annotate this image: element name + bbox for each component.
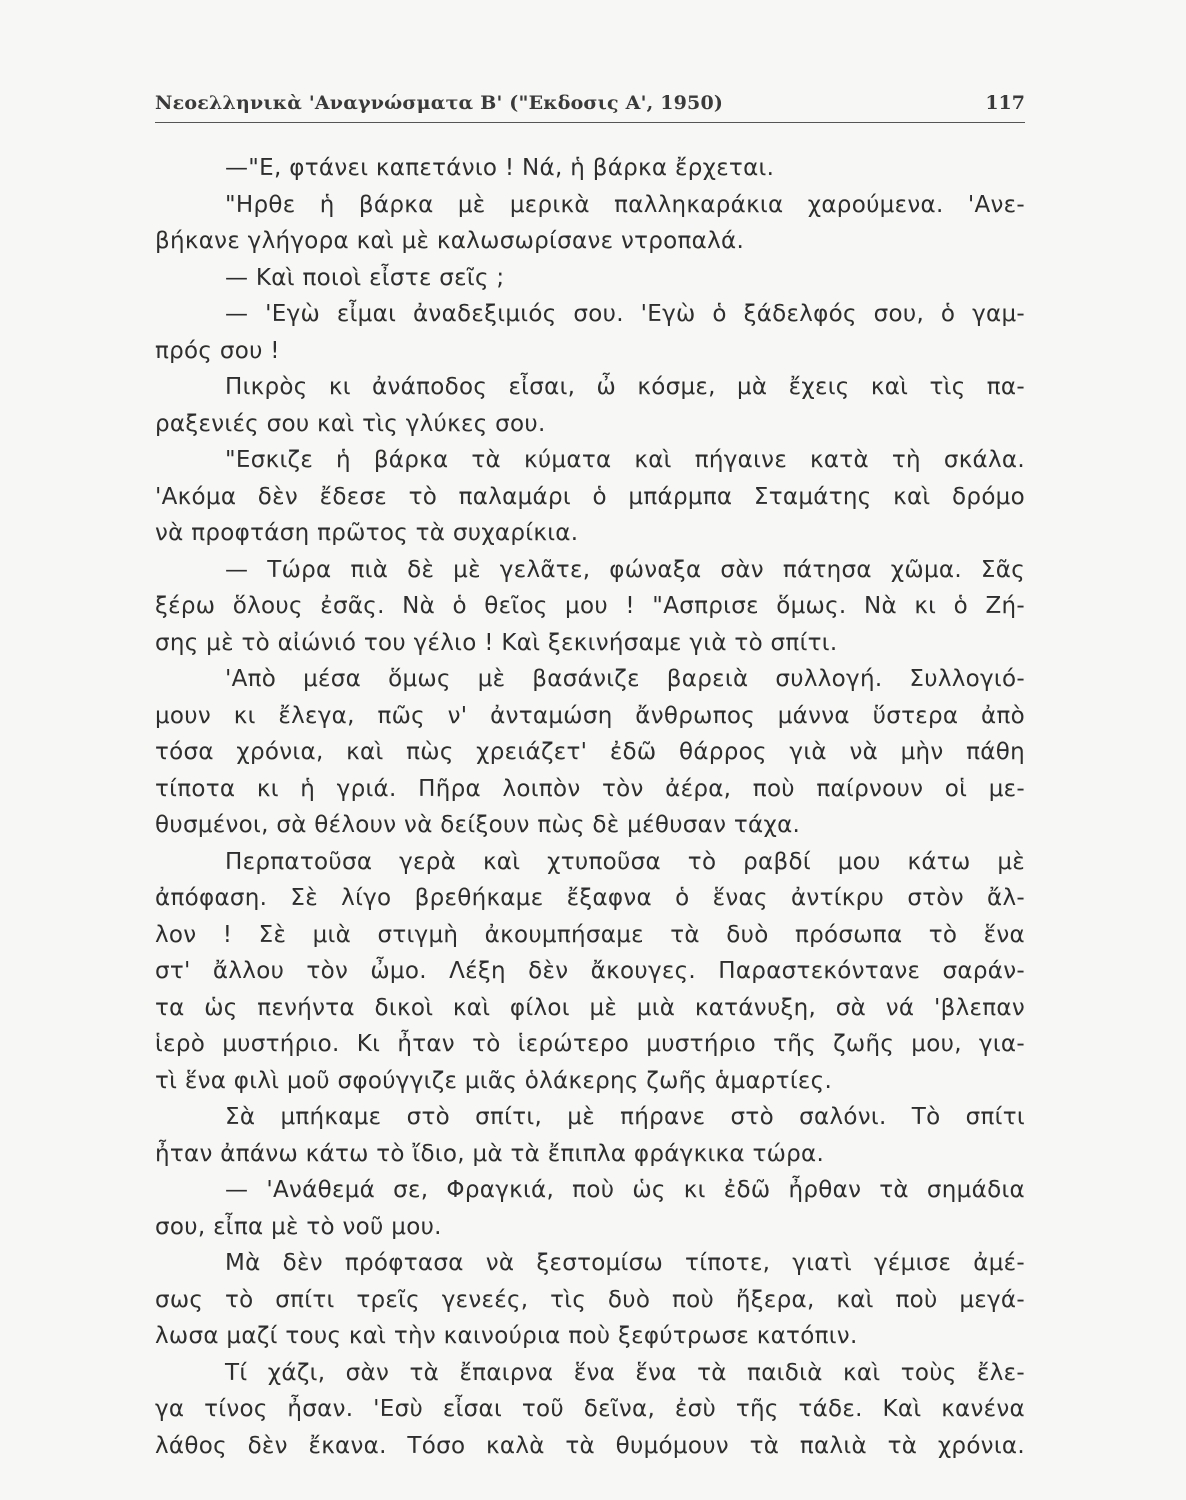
text-line: Περπατοῦσα γερὰ καὶ χτυποῦσα τὸ ραβδί μου κάτω μὲ (225, 848, 1025, 875)
text-line: ραξενιές σου καὶ τὶς γλύκες σου. (155, 410, 546, 437)
text-line: τα ὡς πενήντα δικοὶ καὶ φίλοι μὲ μιὰ κατάνυξη, σὰ νά 'βλεπαν (155, 994, 1025, 1021)
text-line: — Τώρα πιὰ δὲ μὲ γελᾶτε, φώναξα σὰν πάτησα χῶμα. Σᾶς (225, 556, 1025, 583)
text-line: Σὰ μπήκαμε στὸ σπίτι, μὲ πήρανε στὸ σαλόνι. Τὸ σπίτι (225, 1104, 1025, 1130)
text-line: θυσμένοι, σὰ θέλουν νὰ δείξουν πὼς δὲ μέθυσαν τάχα. (155, 812, 801, 838)
text-line: ἦταν ἀπάνω κάτω τὸ ἴδιο, μὰ τὰ ἔπιπλα φράγκικα τώρα. (155, 1140, 825, 1167)
running-header (155, 84, 1025, 123)
text-line: — Καὶ ποιοὶ εἶστε σεῖς ; (225, 264, 505, 291)
text-line: γα τίνος ἦσαν. 'Εσὺ εἶσαι τοῦ δεῖνα, ἐσὺ τῆς τάδε. Καὶ κανένα (155, 1396, 1025, 1422)
page-number: 117 (985, 92, 1025, 114)
text-line: Τί χάζι, σὰν τὰ ἔπαιρνα ἕνα ἕνα τὰ παιδιὰ καὶ τοὺς ἔλε- (225, 1359, 1025, 1386)
text-line: λον ! Σὲ μιὰ στιγμὴ ἀκουμπήσαμε τὰ δυὸ πρόσωπα τὸ ἕνα (155, 921, 1025, 948)
text-line: τίποτα κι ἡ γριά. Πῆρα λοιπὸν τὸν ἀέρα, ποὺ παίρνουν οἱ με- (155, 775, 1025, 802)
text-line: στ' ἄλλου τὸν ὦμο. Λέξη δὲν ἄκουγες. Παραστεκόντανε σαράν- (155, 958, 1025, 984)
text-line: 'Απὸ μέσα ὅμως μὲ βασάνιζε βαρειὰ συλλογή. Συλλογιό- (225, 666, 1025, 692)
text-line: ἱερὸ μυστήριο. Κι ἦταν τὸ ἱερώτερο μυστήριο τῆς ζωῆς μου, για- (155, 1031, 1025, 1057)
text-line: "Εσκιζε ἡ βάρκα τὰ κύματα καὶ πήγαινε κατὰ τὴ σκάλα. (225, 447, 1025, 473)
text-line: μουν κι ἔλεγα, πῶς ν' ἀνταμώση ἄνθρωπος μάννα ὕστερα ἀπὸ (155, 702, 1025, 729)
text-line: Μὰ δὲν πρόφτασα νὰ ξεστομίσω τίποτε, γιατὶ γέμισε ἀμέ- (225, 1250, 1025, 1276)
text-line: βήκανε γλήγορα καὶ μὲ καλωσωρίσανε ντροπαλά. (155, 228, 745, 254)
text-line: — 'Εγὼ εἶμαι ἀναδεξιμιός σου. 'Εγὼ ὁ ξάδελφός σου, ὁ γαμ- (225, 301, 1025, 327)
text-line: τόσα χρόνια, καὶ πὼς χρειάζετ' ἐδῶ θάρρος γιὰ νὰ μὴν πάθη (155, 739, 1025, 765)
text-line: ξέρω ὅλους ἐσᾶς. Νὰ ὁ θεῖος μου ! "Ασπρισε ὅμως. Νὰ κι ὁ Ζή- (155, 593, 1025, 619)
text-line: σου, εἶπα μὲ τὸ νοῦ μου. (155, 1213, 442, 1240)
text-line: — 'Ανάθεμά σε, Φραγκιά, ποὺ ὡς κι ἐδῶ ἦρθαν τὰ σημάδια (225, 1177, 1025, 1203)
text-line: σως τὸ σπίτι τρεῖς γενεές, τὶς δυὸ ποὺ ἤξερα, καὶ ποὺ μεγά- (155, 1286, 1025, 1313)
text-line: "Ηρθε ἡ βάρκα μὲ μερικὰ παλληκαράκια χαρούμενα. 'Ανε- (225, 191, 1025, 218)
text-line: ἀπόφαση. Σὲ λίγο βρεθήκαμε ἔξαφνα ὁ ἕνας ἀντίκρυ στὸν ἄλ- (155, 885, 1025, 911)
text-line: λάθος δὲν ἔκανα. Τόσο καλὰ τὰ θυμόμουν τὰ παλιὰ τὰ χρόνια. (155, 1432, 1025, 1459)
text-line: λωσα μαζί τους καὶ τὴν καινούρια ποὺ ξεφύτρωσε κατόπιν. (155, 1323, 858, 1349)
text-line: 'Ακόμα δὲν ἔδεσε τὸ παλαμάρι ὁ μπάρμπα Σταμάτης καὶ δρόμο (155, 483, 1025, 510)
header-title: Νεοελληνικὰ 'Αναγνώσματα Β' ("Εκδοσις Α', 1950) (155, 92, 724, 114)
body-text (155, 150, 1025, 1464)
text-line: τὶ ἕνα φιλὶ μοῦ σφούγγιζε μιᾶς ὁλάκερης ζωῆς ἁμαρτίες. (155, 1067, 833, 1094)
text-line: Πικρὸς κι ἀνάποδος εἶσαι, ὦ κόσμε, μὰ ἔχεις καὶ τὶς πα- (225, 374, 1025, 400)
text-line: πρός σου ! (155, 337, 280, 364)
text-line: σης μὲ τὸ αἰώνιό του γέλιο ! Καὶ ξεκινήσαμε γιὰ τὸ σπίτι. (155, 629, 838, 656)
text-line: νὰ προφτάση πρῶτος τὰ συχαρίκια. (155, 520, 579, 546)
text-line: —"Ε, φτάνει καπετάνιο ! Νά, ἡ βάρκα ἔρχεται. (225, 155, 775, 181)
